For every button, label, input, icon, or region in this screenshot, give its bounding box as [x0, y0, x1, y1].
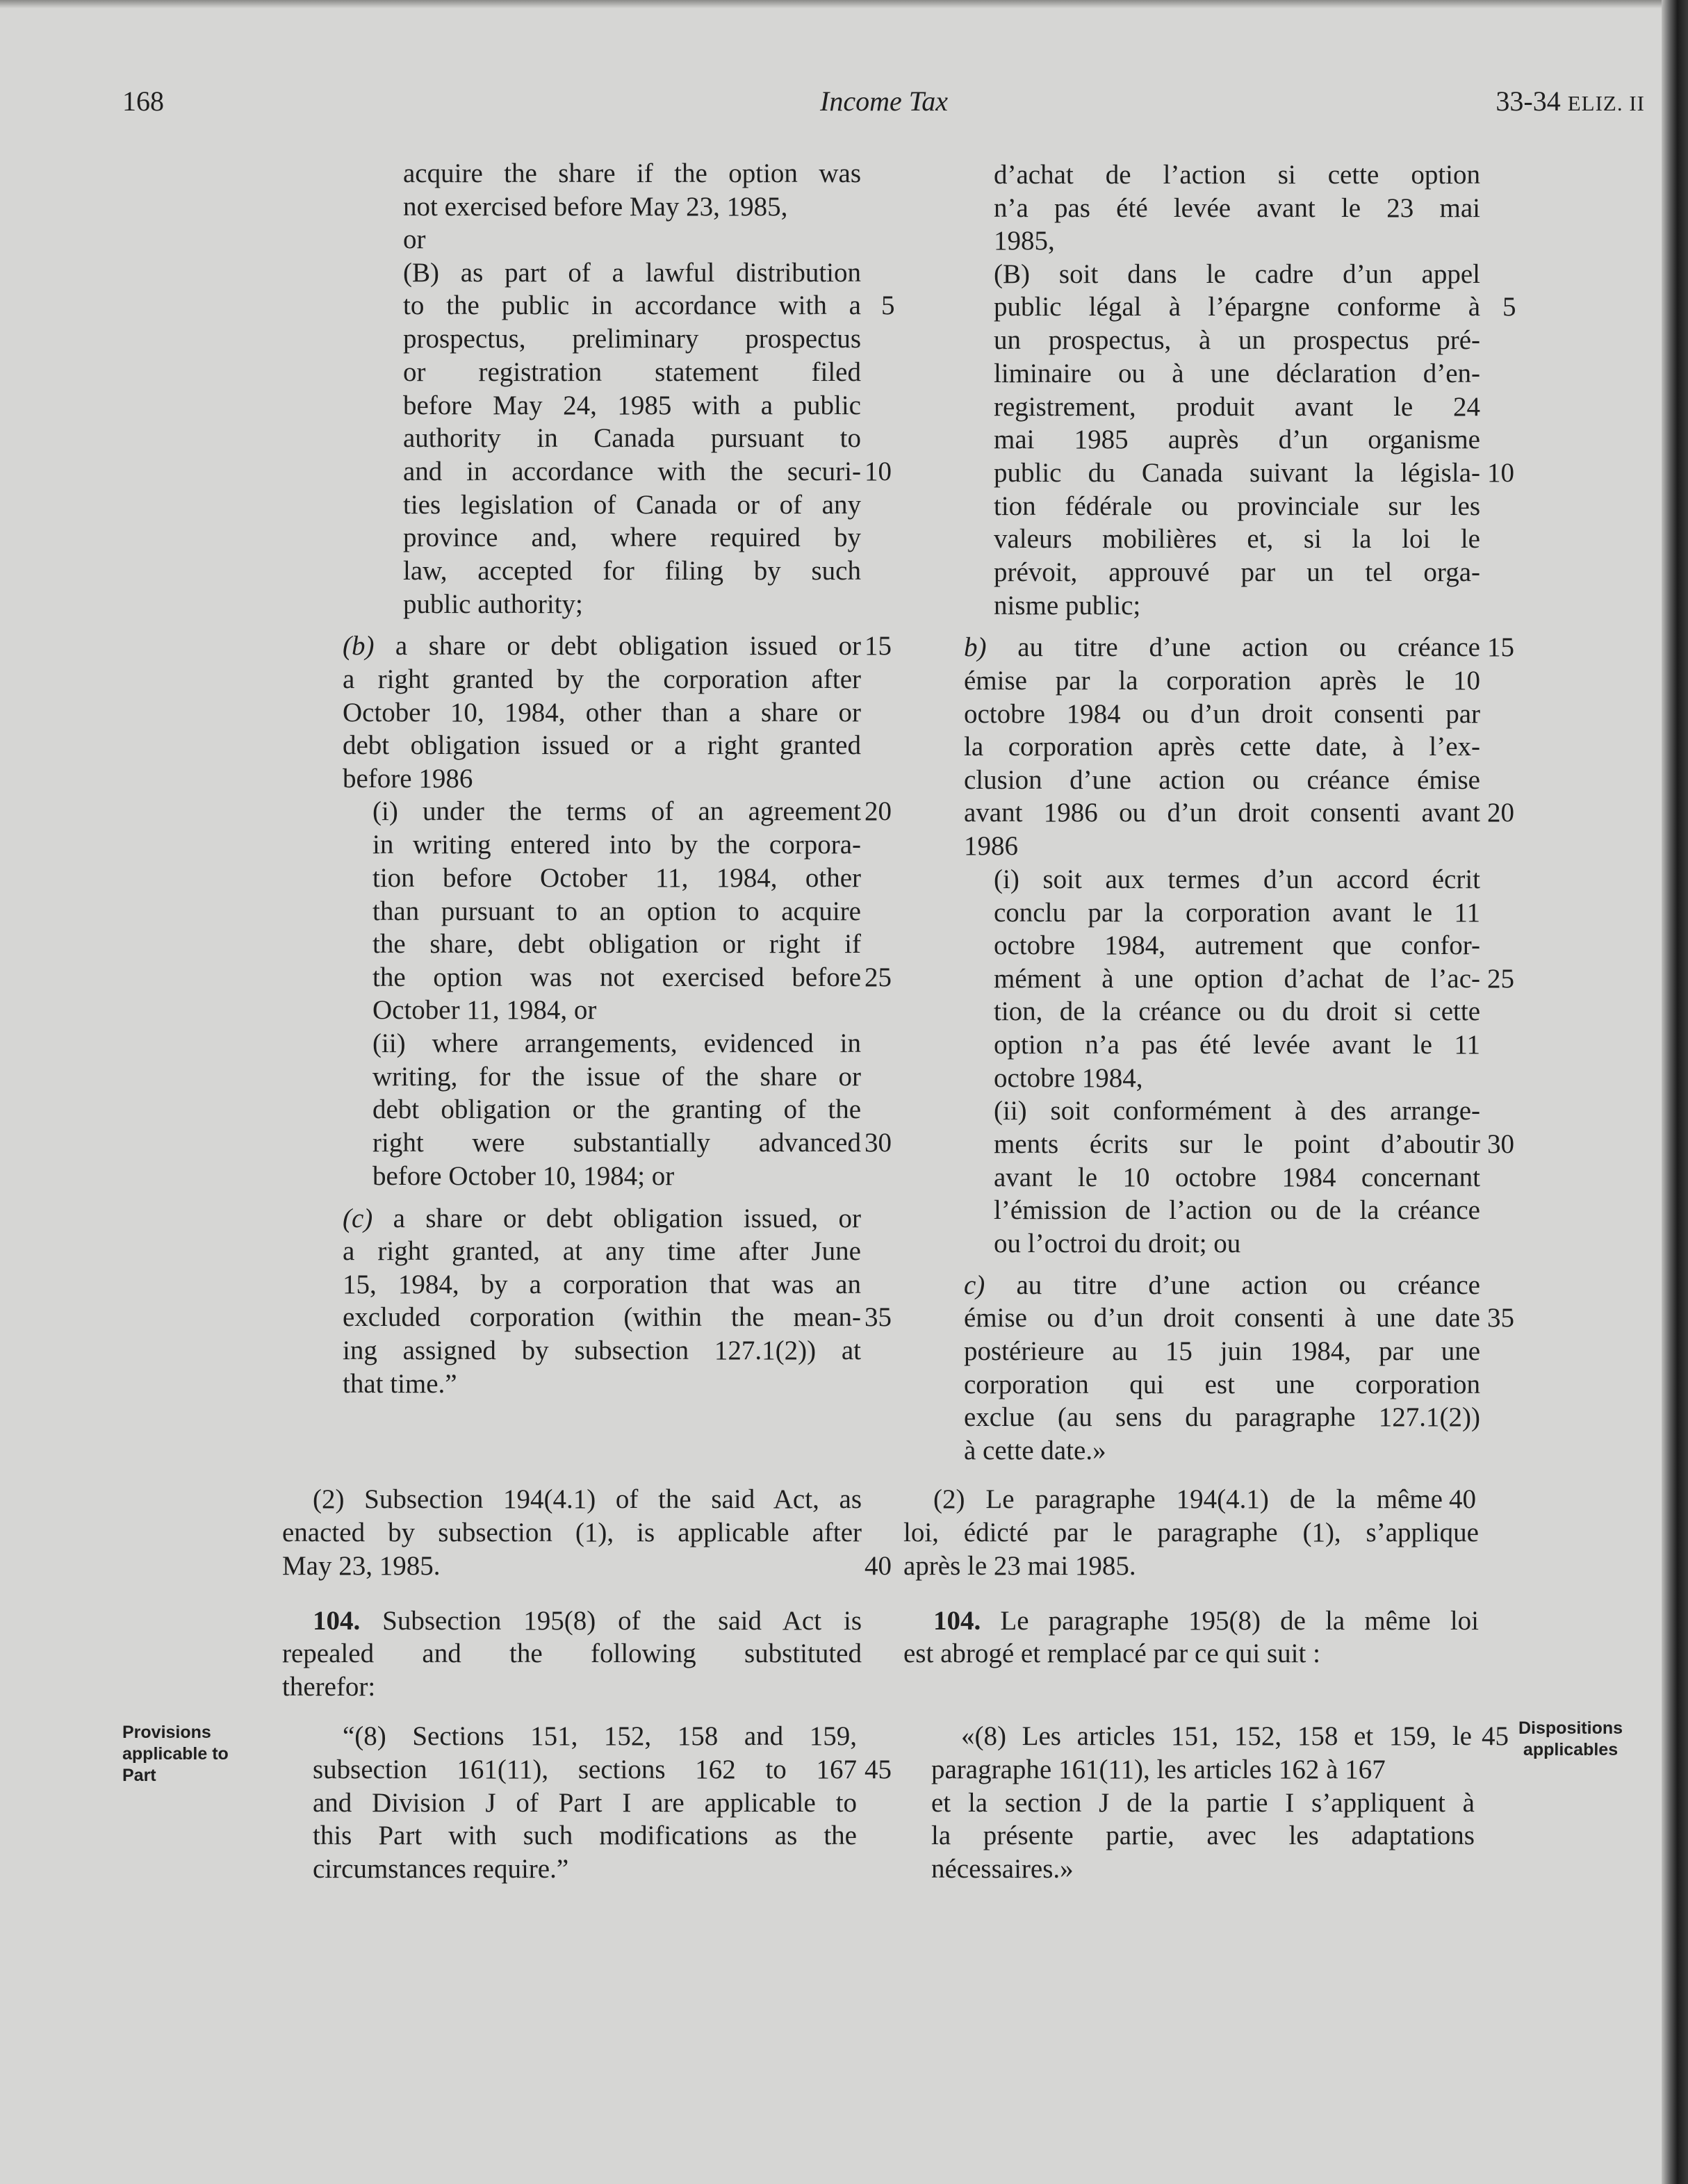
line-number: 5	[881, 290, 895, 320]
line-text: n’a pas été levée avant le 23 mai	[994, 193, 1480, 223]
french-text-line	[964, 764, 1480, 797]
english-text-line	[403, 256, 861, 290]
line-number: 30	[865, 1128, 892, 1158]
french-text-line	[994, 1194, 1480, 1227]
line-text: and in accordance with the securi-	[403, 457, 861, 486]
line-text: and Division J of Part I are applicable to	[313, 1788, 857, 1818]
english-text-line	[372, 1060, 861, 1094]
line-text: tion before October 11, 1984, other	[372, 863, 861, 893]
english-text-line	[403, 157, 861, 190]
english-text-line	[403, 223, 861, 256]
line-text: circumstances require.”	[313, 1854, 569, 1884]
right-margin-note	[1518, 1718, 1623, 1761]
line-text: valeurs mobilières et, si la loi le	[994, 524, 1480, 554]
french-text-line	[933, 1483, 1443, 1516]
french-text-line	[994, 158, 1480, 192]
regnal-year	[1496, 82, 1645, 123]
english-text-line	[343, 1202, 861, 1235]
line-text: nisme public;	[994, 591, 1141, 621]
line-text: the option was not exercised before	[372, 962, 861, 992]
french-text-line	[903, 1516, 1479, 1550]
french-text-line	[931, 1787, 1475, 1820]
line-text: than pursuant to an option to acquire	[372, 896, 861, 926]
french-text-line	[994, 192, 1480, 225]
line-text: (B) soit dans le cadre d’un appel	[994, 259, 1480, 289]
french-text-line	[903, 1637, 1479, 1670]
line-text: a share or debt obligation issued or	[374, 631, 861, 661]
line-text: a right granted, at any time after June	[343, 1236, 861, 1266]
french-text-line	[964, 730, 1480, 764]
line-text: May 23, 1985.	[282, 1551, 441, 1581]
french-text-line	[994, 589, 1480, 623]
line-number: 20	[865, 796, 892, 826]
line-text: (ii) where arrangements, evidenced in	[372, 1028, 861, 1058]
french-text-line	[994, 290, 1480, 324]
english-text-line	[403, 488, 861, 522]
paragraph-marker: c)	[964, 1270, 985, 1300]
french-text-line	[961, 1720, 1472, 1753]
english-text-line	[343, 1368, 861, 1401]
line-text: l’émission de l’action ou de la créance	[994, 1195, 1480, 1225]
french-text-line	[994, 324, 1480, 357]
line-text: ments écrits sur le point d’aboutir	[994, 1129, 1480, 1159]
line-text: not exercised before May 23, 1985,	[403, 192, 788, 222]
line-text: to the public in accordance with a	[403, 290, 861, 320]
line-text: ou l’octroi du droit; ou	[994, 1229, 1241, 1258]
line-text: acquire the share if the option was	[403, 158, 861, 188]
english-text-line	[372, 994, 861, 1027]
line-text: émise par la corporation après le 10	[964, 666, 1480, 696]
english-text-line	[343, 1235, 861, 1268]
english-text-line	[403, 555, 861, 588]
english-text-line	[343, 762, 861, 796]
french-text-line	[964, 1434, 1480, 1468]
line-text: in writing entered into by the corpora-	[372, 830, 861, 860]
english-text-line	[343, 696, 861, 730]
line-text: a right granted by the corporation after	[343, 664, 861, 694]
line-text: «(8) Les articles 151, 152, 158 et 159, le	[961, 1721, 1472, 1751]
line-text: enacted by subsection (1), is applicable after	[282, 1518, 862, 1547]
english-text-line	[282, 1637, 862, 1670]
english-text-line	[343, 1268, 861, 1302]
line-number: 40	[1449, 1484, 1476, 1514]
english-text-line	[403, 389, 861, 422]
french-text-line	[994, 423, 1480, 457]
line-text: debt obligation issued or a right granted	[343, 730, 861, 760]
left-margin-note	[122, 1722, 229, 1787]
english-text-line	[403, 356, 861, 389]
line-text: loi, édicté par le paragraphe (1), s’applique	[903, 1518, 1479, 1547]
line-text: public du Canada suivant la législa-	[994, 458, 1480, 488]
line-number: 35	[865, 1302, 892, 1332]
line-text: avant le 10 octobre 1984 concernant	[994, 1163, 1480, 1192]
line-text: right were substantially advanced	[372, 1128, 861, 1158]
english-text-line	[403, 322, 861, 356]
line-text: est abrogé et remplacé par ce qui suit :	[903, 1639, 1320, 1668]
running-title: Income Tax	[820, 85, 949, 117]
line-text: octobre 1984 ou d’un droit consenti par	[964, 699, 1480, 729]
line-number: 20	[1487, 798, 1514, 828]
line-text: 1985,	[994, 226, 1055, 256]
line-text: (2) Subsection 194(4.1) of the said Act, as	[313, 1484, 862, 1514]
line-text: (i) soit aux termes d’un accord écrit	[994, 864, 1480, 894]
line-text: liminaire ou à une déclaration d’en-	[994, 359, 1480, 388]
english-text-line	[372, 961, 861, 994]
english-text-line	[372, 862, 861, 895]
french-text-line	[964, 1269, 1480, 1302]
french-text-line	[994, 995, 1480, 1028]
english-text-line	[282, 1516, 862, 1550]
line-text: (2) Le paragraphe 194(4.1) de la même	[933, 1484, 1443, 1514]
english-text-line	[372, 795, 861, 828]
line-text: conclu par la corporation avant le 11	[994, 898, 1480, 928]
french-text-line	[994, 391, 1480, 424]
line-text: “(8) Sections 151, 152, 158 and 159,	[343, 1721, 857, 1751]
line-text: Le paragraphe 195(8) de la même loi	[981, 1606, 1479, 1636]
line-text: nécessaires.»	[931, 1854, 1074, 1884]
paragraph-marker: (b)	[343, 631, 375, 661]
french-text-line	[964, 698, 1480, 731]
line-text: émise ou d’un droit consenti à une date	[964, 1303, 1480, 1333]
line-text: octobre 1984,	[994, 1063, 1143, 1093]
line-number: 45	[1482, 1721, 1509, 1751]
french-text-line	[964, 631, 1480, 664]
french-text-line	[994, 1028, 1480, 1062]
line-text: à cette date.»	[964, 1436, 1106, 1465]
right-margin-note-line: applicables	[1523, 1740, 1619, 1759]
line-text: tion fédérale ou provinciale sur les	[994, 491, 1480, 521]
french-text-line	[994, 523, 1480, 556]
left-margin-note-line: Provisions	[122, 1723, 211, 1742]
line-text: (i) under the terms of an agreement	[372, 796, 861, 826]
line-text: un prospectus, à un prospectus pré-	[994, 325, 1480, 355]
french-text-line	[994, 1062, 1480, 1095]
english-text-line	[403, 588, 861, 621]
line-text: law, accepted for filing by such	[403, 556, 861, 586]
line-text: that time.”	[343, 1369, 457, 1399]
french-text-line	[994, 863, 1480, 896]
line-text: therefor:	[282, 1672, 376, 1702]
line-number: 40	[865, 1551, 892, 1581]
paragraph-marker: b)	[964, 632, 987, 662]
english-text-line	[403, 455, 861, 488]
english-text-line	[313, 1819, 857, 1853]
left-margin-note-line: applicable to	[122, 1744, 229, 1764]
french-text-line	[964, 1368, 1480, 1402]
line-text: or	[403, 224, 426, 254]
french-text-line	[994, 896, 1480, 930]
line-text: excluded corporation (within the mean-	[343, 1302, 861, 1332]
english-text-line	[403, 190, 861, 224]
french-text-line	[964, 1335, 1480, 1368]
french-text-line	[994, 258, 1480, 291]
line-text: prévoit, approuvé par un tel orga-	[994, 557, 1480, 587]
regnal-smallcaps: ELIZ. II	[1567, 91, 1645, 115]
line-text: (ii) soit conformément à des arrange-	[994, 1096, 1480, 1126]
english-text-line	[282, 1550, 862, 1583]
line-number: 30	[1487, 1129, 1514, 1159]
line-text: writing, for the issue of the share or	[372, 1062, 861, 1092]
french-text-line	[994, 556, 1480, 589]
line-text: avant 1986 ou d’un droit consenti avant	[964, 798, 1480, 828]
line-text: au titre d’une action ou créance	[986, 632, 1480, 662]
book-binding-edge	[1662, 0, 1688, 2184]
line-text: (B) as part of a lawful distribution	[403, 258, 861, 288]
english-text-line	[313, 1787, 857, 1820]
line-text: ties legislation of Canada or of any	[403, 490, 861, 520]
line-text: authority in Canada pursuant to	[403, 423, 861, 453]
french-text-line	[994, 224, 1480, 258]
right-margin-note-line: Dispositions	[1518, 1718, 1623, 1738]
paragraph-marker: (c)	[343, 1204, 373, 1233]
line-text: prospectus, preliminary prospectus	[403, 324, 861, 354]
line-text: Subsection 195(8) of the said Act is	[360, 1606, 862, 1636]
line-text: la corporation après cette date, à l’ex-	[964, 732, 1480, 762]
english-text-line	[313, 1483, 862, 1516]
french-text-line	[994, 929, 1480, 962]
line-text: exclue (au sens du paragraphe 127.1(2))	[964, 1402, 1480, 1432]
section-number: 104.	[933, 1606, 981, 1636]
line-text: subsection 161(11), sections 162 to 167	[313, 1755, 857, 1784]
line-text: repealed and the following substituted	[282, 1639, 862, 1668]
line-text: this Part with such modifications as the	[313, 1821, 857, 1850]
line-text: et la section J de la partie I s’appliquent à	[931, 1788, 1475, 1818]
line-text: registrement, produit avant le 24	[994, 392, 1480, 422]
french-text-line	[994, 1227, 1480, 1261]
line-text: public légal à l’épargne conforme à	[994, 292, 1480, 322]
english-text-line	[403, 521, 861, 555]
line-number: 25	[1487, 964, 1514, 994]
line-text: October 11, 1984, or	[372, 995, 597, 1025]
french-text-line	[903, 1550, 1479, 1583]
french-text-line	[994, 1128, 1480, 1161]
line-number: 5	[1502, 292, 1516, 322]
line-text: d’achat de l’action si cette option	[994, 160, 1480, 190]
french-text-line	[994, 962, 1480, 996]
line-text: October 10, 1984, other than a share or	[343, 698, 861, 728]
english-text-line	[343, 1720, 857, 1753]
line-text: public authority;	[403, 589, 583, 619]
french-text-line	[994, 490, 1480, 523]
french-text-line	[994, 357, 1480, 391]
english-text-line	[372, 1126, 861, 1160]
line-text: a share or debt obligation issued, or	[372, 1204, 861, 1233]
line-text: paragraphe 161(11), les articles 162 à 167	[931, 1755, 1386, 1784]
english-text-line	[343, 1334, 861, 1368]
english-text-line	[343, 1301, 861, 1334]
left-margin-note-line: Part	[122, 1766, 156, 1785]
english-text-line	[313, 1853, 857, 1886]
line-text: ing assigned by subsection 127.1(2)) at	[343, 1336, 861, 1365]
line-number: 10	[1487, 458, 1514, 488]
line-number: 25	[865, 962, 892, 992]
french-text-line	[994, 1094, 1480, 1128]
line-text: postérieure au 15 juin 1984, par une	[964, 1336, 1480, 1366]
page-number: 168	[122, 85, 164, 117]
line-number: 45	[865, 1755, 892, 1784]
french-text-line	[964, 830, 1480, 863]
line-text: debt obligation or the granting of the	[372, 1094, 861, 1124]
line-text: 1986	[964, 831, 1018, 861]
line-text: la présente partie, avec les adaptations	[931, 1821, 1475, 1850]
line-text: au titre d’une action ou créance	[985, 1270, 1480, 1300]
line-text: mément à une option d’achat de l’ac-	[994, 964, 1480, 994]
french-text-line	[964, 1401, 1480, 1434]
line-number: 10	[865, 457, 892, 486]
regnal-prefix: 33-34	[1496, 85, 1568, 117]
line-text: mai 1985 auprès d’un organisme	[994, 425, 1480, 454]
english-text-line	[372, 828, 861, 862]
line-text: corporation qui est une corporation	[964, 1370, 1480, 1399]
line-text: après le 23 mai 1985.	[903, 1551, 1136, 1581]
page-top-shadow	[0, 0, 1688, 8]
english-text-line	[372, 928, 861, 961]
english-text-line	[403, 422, 861, 455]
line-text: tion, de la créance ou du droit si cette	[994, 996, 1480, 1026]
english-text-line	[282, 1670, 862, 1704]
english-text-line	[372, 1027, 861, 1060]
english-text-line	[343, 630, 861, 663]
french-text-line	[931, 1753, 1454, 1787]
english-text-line	[403, 289, 861, 322]
line-text: province and, where required by	[403, 523, 861, 552]
english-text-line	[343, 729, 861, 762]
french-text-line	[964, 796, 1480, 830]
french-text-line	[931, 1853, 1475, 1886]
french-text-line	[933, 1604, 1479, 1638]
line-text: octobre 1984, autrement que confor-	[994, 930, 1480, 960]
line-text: clusion d’une action ou créance émise	[964, 765, 1480, 795]
english-text-line	[313, 1753, 857, 1787]
french-text-line	[931, 1819, 1475, 1853]
line-text: the share, debt obligation or right if	[372, 929, 861, 959]
french-text-line	[994, 457, 1480, 490]
english-text-line	[313, 1604, 862, 1638]
line-text: before 1986	[343, 764, 473, 794]
line-text: option n’a pas été levée avant le 11	[994, 1030, 1480, 1060]
section-number: 104.	[313, 1606, 361, 1636]
french-text-line	[964, 664, 1480, 698]
line-number: 15	[865, 631, 892, 661]
line-text: 15, 1984, by a corporation that was an	[343, 1270, 861, 1299]
line-text: before October 10, 1984; or	[372, 1161, 675, 1191]
english-text-line	[343, 663, 861, 696]
line-number: 35	[1487, 1303, 1514, 1333]
english-text-line	[372, 895, 861, 928]
line-text: before May 24, 1985 with a public	[403, 391, 861, 420]
line-text: or registration statement filed	[403, 357, 861, 387]
line-number: 15	[1487, 632, 1514, 662]
english-text-line	[372, 1093, 861, 1126]
french-text-line	[994, 1161, 1480, 1194]
english-text-line	[372, 1160, 861, 1193]
french-text-line	[964, 1302, 1480, 1335]
